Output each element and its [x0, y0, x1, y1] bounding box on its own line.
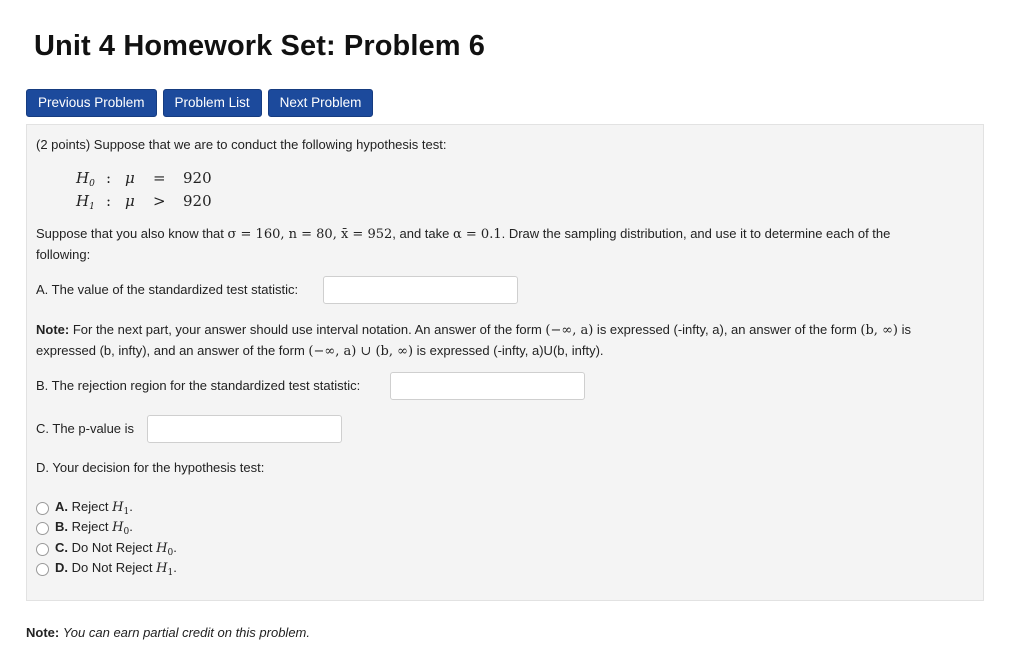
h0-colon: :: [106, 169, 112, 187]
given-parameters: σ = 160, n = 80, x̄ = 952: [227, 227, 393, 242]
h1-mu: μ: [125, 192, 135, 210]
given-values: Suppose that you also know that σ = 160, n = 80, x̄ = 952, and take α = 0.1. Draw the sampling distribution, and use it to determine each of the following:: [36, 226, 891, 262]
given-alpha: α = 0.1: [452, 227, 502, 242]
h0-symbol: H: [76, 169, 90, 187]
page-title: Unit 4 Homework Set: Problem 6: [34, 30, 485, 62]
option-c-radio[interactable]: [36, 543, 49, 556]
h0-mu: μ: [125, 169, 135, 187]
option-a-label[interactable]: A. Reject $H_1$.: [55, 499, 133, 517]
h1-value: 920: [183, 192, 212, 210]
problem-panel: (2 points) Suppose that we are to conduct the following hypothesis test: $H_0$ : μ = 920 $H_1$ : μ > 920 Suppose that you also know that σ = 160, n = 80, x̄ = 952, and take α = 0.1. Draw the sampling distribution, and use it to determine each of the following: A. The value of the standardized test statistic: Note: For the next part, your answer should use interval notation. An answer of the form (−∞, a) is expressed (-infty, a), an answer of the form (b, ∞) is expressed (b, infty), and an answer of the form (−∞, a) ∪ (b, ∞) is expressed (-infty, a)U(b, infty). B. The rejection region for the standardized test statistic: C. The p-value is D. Your decision for the hypothesis test: A. Reject $H_1$. B. Reject $H_0$. C. Do Not Reject $H_0$. D. Do Not Reject $H_1$.: [26, 124, 984, 601]
part-d-label: D. Your decision for the hypothesis test:: [36, 460, 265, 475]
interval-note: Note: For the next part, your answer should use interval notation. An answer of the form (−∞, a) is expressed (-infty, a), an answer of the form (b, ∞) is expressed (b, infty), and an answer of the form (−∞, a) ∪ (b, ∞) is expressed (-infty, a)U(b, infty).: [36, 322, 911, 359]
part-b-answer-input[interactable]: [390, 372, 585, 400]
part-c-label: C. The p-value is: [36, 421, 135, 436]
partial-credit-note: Note: You can earn partial credit on this problem.: [26, 625, 310, 640]
option-b-label[interactable]: B. Reject $H_0$.: [55, 519, 133, 537]
part-c-answer-input[interactable]: [147, 415, 342, 443]
next-problem-button[interactable]: Next Problem: [268, 89, 374, 117]
option-a-radio[interactable]: [36, 502, 49, 515]
h1-symbol: H: [76, 192, 90, 210]
option-d-label[interactable]: D. Do Not Reject $H_1$.: [55, 560, 177, 578]
option-c-label[interactable]: C. Do Not Reject $H_0$.: [55, 540, 177, 558]
h1-colon: :: [106, 192, 112, 210]
part-a-answer-input[interactable]: [323, 276, 518, 304]
part-a-label: A. The value of the standardized test statistic:: [36, 282, 299, 297]
h0-value: 920: [183, 169, 212, 187]
problem-intro: (2 points) Suppose that we are to conduct the following hypothesis test:: [36, 137, 447, 152]
problem-list-button[interactable]: Problem List: [163, 89, 262, 117]
problem-navigation: [26, 89, 373, 117]
previous-problem-button[interactable]: Previous Problem: [26, 89, 157, 117]
h1-operator: >: [153, 192, 166, 210]
part-b-label: B. The rejection region for the standardized test statistic:: [36, 378, 361, 393]
option-b-radio[interactable]: [36, 522, 49, 535]
h0-operator: =: [153, 169, 166, 187]
option-d-radio[interactable]: [36, 563, 49, 576]
